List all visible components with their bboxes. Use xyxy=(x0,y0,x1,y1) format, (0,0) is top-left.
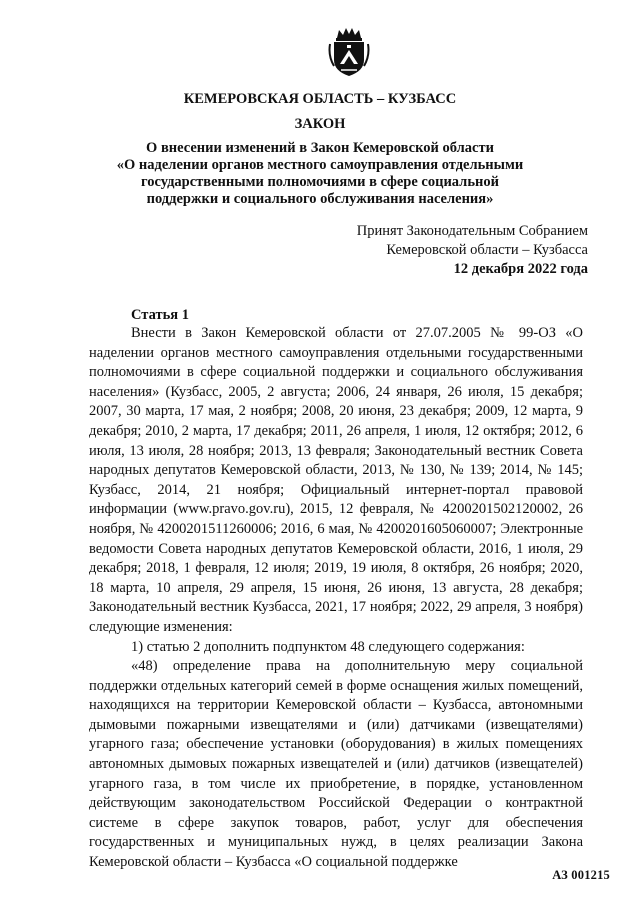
title-line: «О наделении органов местного самоуправления отдельными xyxy=(116,157,524,173)
adopted-by-line: Кемеровской области – Кузбасса xyxy=(386,242,588,258)
document-type: ЗАКОН xyxy=(294,116,346,132)
form-serial-number: АЗ 001215 xyxy=(552,868,610,882)
title-line: государственными полномочиями в сфере социальной xyxy=(141,174,499,190)
article-body xyxy=(89,324,583,873)
title-line: О внесении изменений в Закон Кемеровской области xyxy=(146,140,494,156)
adopted-by-line: Принят Законодательным Собранием xyxy=(356,223,588,239)
document-title xyxy=(40,140,600,208)
adoption-block xyxy=(357,222,588,279)
region-heading: КЕМЕРОВСКАЯ ОБЛАСТЬ – КУЗБАСС xyxy=(183,91,457,107)
article-paragraph: «48) определение права на дополнительную меру социальной поддержки отдельных категорий семей в форме оснащения жилых помещений, находящихся на территории Кемеровской области – Кузбасса, автономными дымовыми пожарными извещателями и (или) датчиками (извещателями) угарного газа; обеспечение установки (оборудования) в жилых помещениях автономных дымовых пожарных извещателей и (или) датчиков (извещателей) угарного газа, в том числе их приобретение, в порядке, установленном действующим законодательством Российской Федерации о контрактной системе в сфере закупок товаров, работ, услуг для обеспечения государственных и муниципальных нужд, в целях реализации Закона Кемеровской области – Кузбасса «О социальной поддержке xyxy=(89,658,583,871)
title-line: поддержки и социального обслуживания населения» xyxy=(146,191,494,207)
article-heading: Статья 1 xyxy=(131,307,189,323)
adoption-date: 12 декабря 2022 года xyxy=(453,261,588,277)
coat-of-arms-icon xyxy=(327,26,371,78)
article-paragraph: Внести в Закон Кемеровской области от 27.07.2005 № 99-ОЗ «О наделении органов местного самоуправления отдельными государственными полномочиями в сфере социальной поддержки и социального обслуживания населения» (Кузбасс, 2005, 2 августа; 2006, 24 января, 26 июля, 15 декабря; 2007, 30 марта, 17 мая, 2 ноября; 2008, 20 июня, 23 декабря; 2009, 12 марта, 9 декабря; 2010, 2 марта, 17 декабря; 2011, 26 апреля, 1 июля, 12 октября; 2012, 6 июля, 13 июля, 28 ноября; 2013, 13 февраля; Законодательный вестник Совета народных депутатов Кемеровской области, 2013, № 130, № 139; 2014, № 145; Кузбасс, 2014, 21 ноября; Официальный интернет-портал правовой информации (www.pravo.gov.ru), 2015, 12 февраля, № 4200201502120002, 26 ноября, № 4200201511260006; 2016, 6 мая, № 4200201605060007; Электронные ведомости Совета народных депутатов Кемеровской области, 2016, 1 июля, 29 декабря; 2018, 1 февраля, 12 июля; 2019, 19 июля, 8 октября, 26 ноября; 2020, 18 марта, 10 апреля, 29 апреля, 15 июня, 26 июня, 13 августа, 28 декабря; Законодательный вестник Кузбасса, 2021, 17 ноября; 2022, 29 апреля, 3 ноября) следующие изменения: xyxy=(89,325,583,635)
article-paragraph: 1) статью 2 дополнить подпунктом 48 следующего содержания: xyxy=(131,638,525,655)
